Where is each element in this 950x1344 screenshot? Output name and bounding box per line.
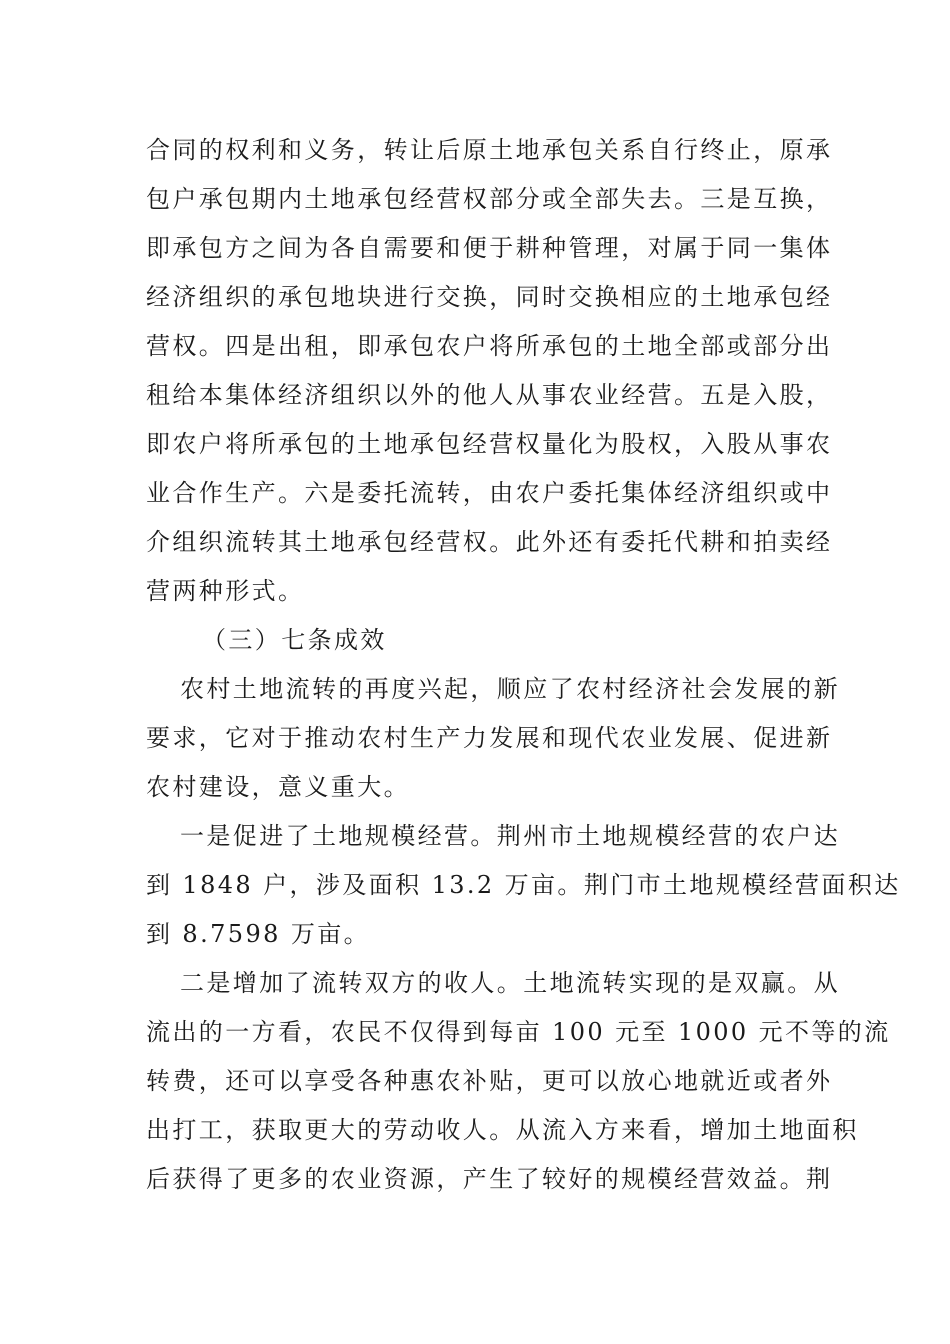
text-line: 即承包方之间为各自需要和便于耕种管理，对属于同一集体 [146,234,833,262]
text-line: 二是增加了流转双方的收人。土地流转实现的是双赢。从 [180,969,840,997]
text-line: 经济组织的承包地块进行交换，同时交换相应的土地承包经 [146,283,833,311]
text-line: 介组织流转其土地承包经营权。此外还有委托代耕和拍卖经 [146,528,833,556]
text-line: 合同的权利和义务，转让后原土地承包关系自行终止，原承 [146,136,833,164]
text-line: 到 1848 户，涉及面积 13.2 万亩。荆门市土地规模经营面积达 [146,871,901,899]
text-line: 到 8.7598 万亩。 [146,920,371,948]
text-line: 后获得了更多的农业资源，产生了较好的规模经营效益。荆 [146,1165,833,1193]
text-line: 要求，它对于推动农村生产力发展和现代农业发展、促进新 [146,724,833,752]
text-line: 业合作生产。六是委托流转，由农户委托集体经济组织或中 [146,479,833,507]
text-line: 营权。四是出租，即承包农户将所承包的土地全部或部分出 [146,332,833,360]
section-heading: （三）七条成效 [202,626,387,654]
text-line: 农村土地流转的再度兴起，顺应了农村经济社会发展的新 [180,675,840,703]
text-line: 转费，还可以享受各种惠农补贴，更可以放心地就近或者外 [146,1067,833,1095]
text-line: 包户承包期内土地承包经营权部分或全部失去。三是互换， [146,185,833,213]
text-line: 租给本集体经济组织以外的他人从事农业经营。五是入股， [146,381,833,409]
text-line: 农村建设，意义重大。 [146,773,410,801]
text-line: 即农户将所承包的土地承包经营权量化为股权，入股从事农 [146,430,833,458]
text-line: 营两种形式。 [146,577,305,605]
text-line: 一是促进了土地规模经营。荆州市土地规模经营的农户达 [180,822,840,850]
text-line: 流出的一方看，农民不仅得到每亩 100 元至 1000 元不等的流 [146,1018,891,1046]
text-line: 出打工，获取更大的劳动收人。从流入方来看，增加土地面积 [146,1116,859,1144]
body-text [146,126,901,1204]
